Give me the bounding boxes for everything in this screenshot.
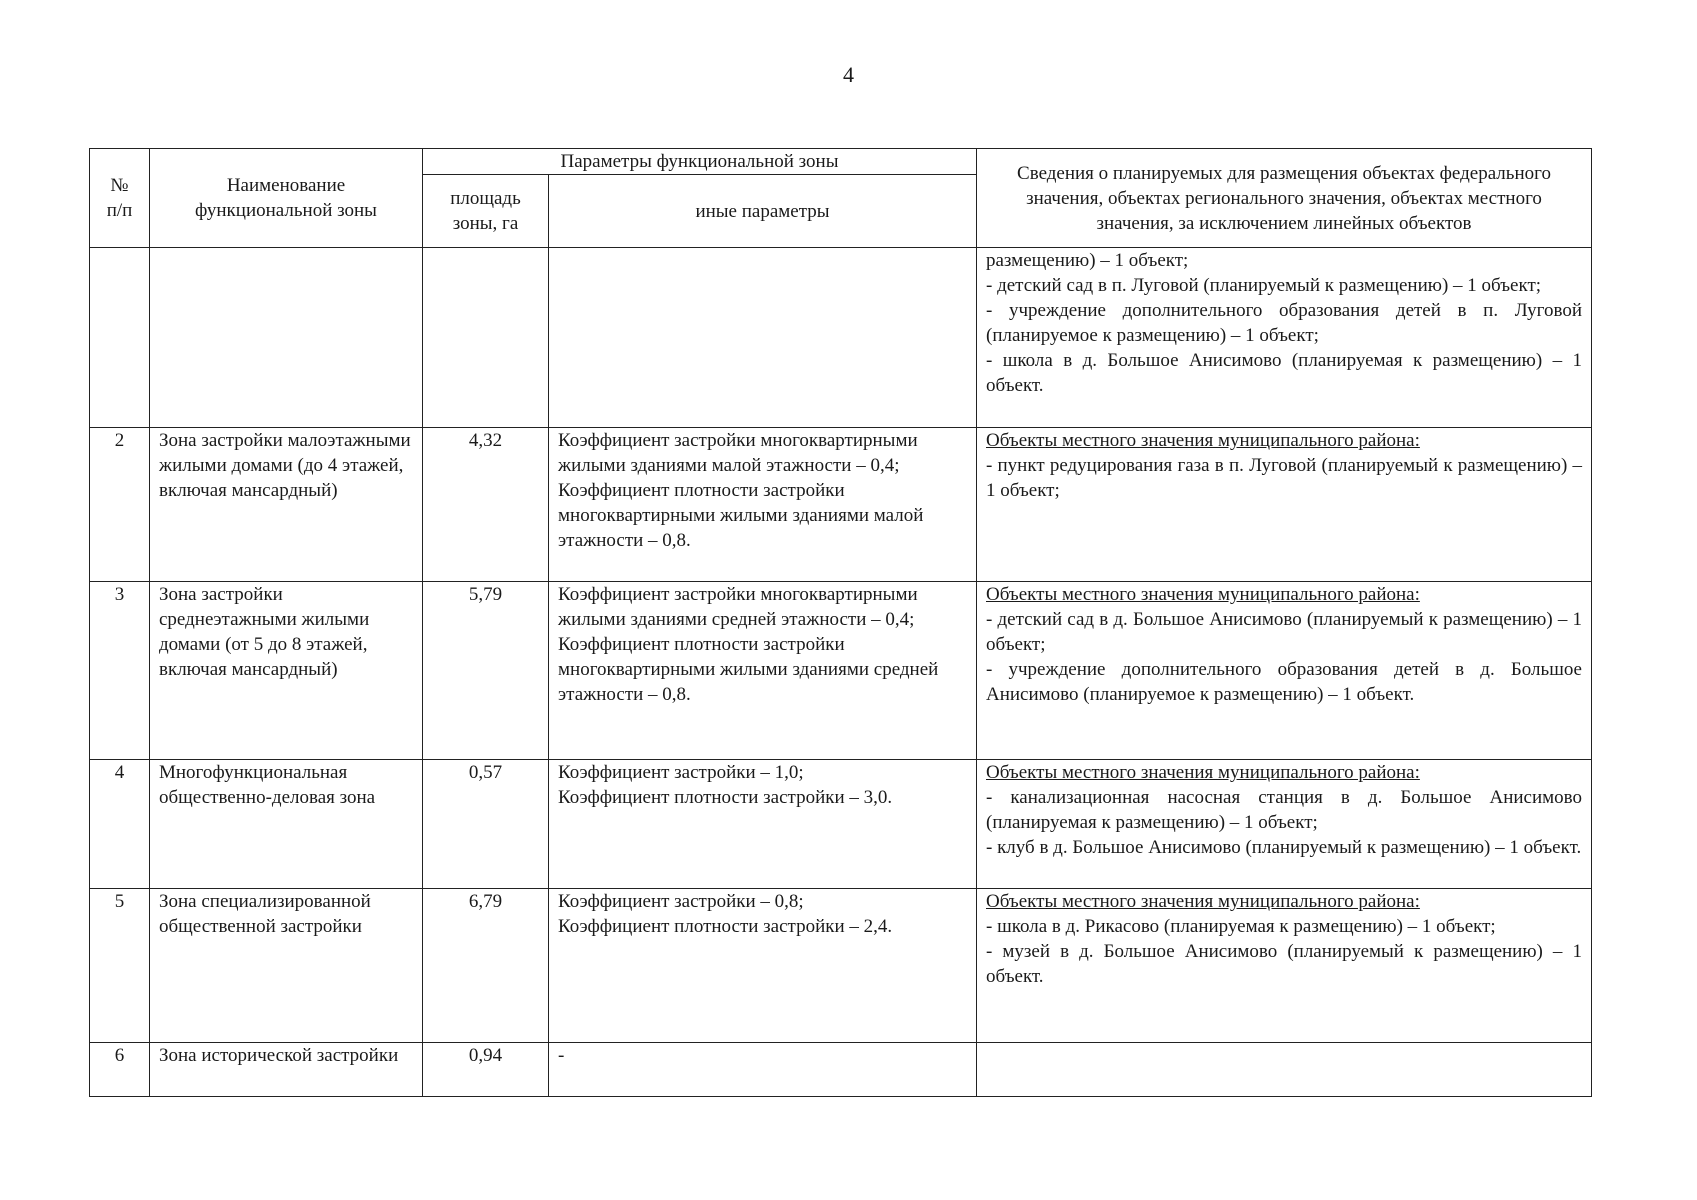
parameter-line: Коэффициент плотности застройки – 3,0.	[558, 787, 893, 808]
parameter-line: Коэффициент застройки многоквартирными жилыми зданиями средней этажности – 0,4;	[558, 584, 918, 630]
row-number: 4	[90, 760, 150, 889]
planned-object-item: - клуб в д. Большое Анисимово (планируемый к размещению) – 1 объект.	[986, 837, 1582, 858]
other-parameters	[549, 1043, 977, 1097]
planned-object-item: - учреждение дополнительного образования детей в п. Луговой (планируемое к размещению) – 1 объект;	[986, 300, 1582, 346]
header-planned-objects: Сведения о планируемых для размещения объектах федерального значения, объектах регионального значения, объектах местного значения, за исключением линейных объектов	[977, 149, 1592, 248]
other-parameters	[549, 760, 977, 889]
table-row	[90, 889, 1592, 1043]
planned-object-item: размещению) – 1 объект;	[986, 250, 1189, 271]
zone-name: Многофункциональная общественно-деловая зона	[150, 760, 423, 889]
row-number	[90, 248, 150, 428]
other-parameters	[549, 248, 977, 428]
zone-area: 4,32	[423, 428, 549, 582]
zone-name: Зона застройки малоэтажными жилыми домами (до 4 этажей, включая мансардный)	[150, 428, 423, 582]
planned-objects	[977, 889, 1592, 1043]
parameter-line: Коэффициент застройки многоквартирными жилыми зданиями малой этажности – 0,4;	[558, 430, 918, 476]
planned-object-item: - учреждение дополнительного образования детей в д. Большое Анисимово (планируемое к размещению) – 1 объект.	[986, 659, 1582, 705]
planned-object-item: - музей в д. Большое Анисимово (планируемый к размещению) – 1 объект.	[986, 941, 1582, 987]
planned-objects-heading: Объекты местного значения муниципального района:	[986, 430, 1420, 451]
parameter-line: Коэффициент плотности застройки многоквартирными жилыми зданиями средней этажности – 0,8.	[558, 634, 939, 705]
functional-zones-table	[89, 148, 1592, 1097]
other-parameters	[549, 428, 977, 582]
row-number: 2	[90, 428, 150, 582]
planned-objects	[977, 1043, 1592, 1097]
header-zone-name: Наименование функциональной зоны	[150, 149, 423, 248]
row-number: 3	[90, 582, 150, 760]
other-parameters	[549, 889, 977, 1043]
parameter-line: -	[558, 1045, 565, 1066]
planned-objects-heading: Объекты местного значения муниципального района:	[986, 891, 1420, 912]
planned-object-item: - школа в д. Большое Анисимово (планируемая к размещению) – 1 объект.	[986, 350, 1582, 396]
table-row	[90, 1043, 1592, 1097]
planned-objects	[977, 248, 1592, 428]
table-row	[90, 582, 1592, 760]
header-number: № п/п	[90, 149, 150, 248]
table-row	[90, 428, 1592, 582]
parameter-line: Коэффициент плотности застройки – 2,4.	[558, 916, 893, 937]
zone-name: Зона застройки среднеэтажными жилыми домами (от 5 до 8 этажей, включая мансардный)	[150, 582, 423, 760]
zone-name	[150, 248, 423, 428]
zone-area	[423, 248, 549, 428]
other-parameters	[549, 582, 977, 760]
planned-objects-heading: Объекты местного значения муниципального района:	[986, 762, 1420, 783]
planned-object-item: - школа в д. Рикасово (планируемая к размещению) – 1 объект;	[986, 916, 1496, 937]
planned-objects	[977, 582, 1592, 760]
row-number: 6	[90, 1043, 150, 1097]
planned-objects-heading: Объекты местного значения муниципального района:	[986, 584, 1420, 605]
header-zone-parameters: Параметры функциональной зоны	[423, 149, 977, 175]
planned-objects	[977, 428, 1592, 582]
parameter-line: Коэффициент плотности застройки многоквартирными жилыми зданиями малой этажности – 0,8.	[558, 480, 924, 551]
zone-area: 6,79	[423, 889, 549, 1043]
table-row	[90, 248, 1592, 428]
parameter-line: Коэффициент застройки – 0,8;	[558, 891, 804, 912]
parameter-line: Коэффициент застройки – 1,0;	[558, 762, 804, 783]
planned-object-item: - детский сад в д. Большое Анисимово (планируемый к размещению) – 1 объект;	[986, 609, 1582, 655]
header-area: площадь зоны, га	[423, 175, 549, 248]
table-row	[90, 760, 1592, 889]
header-other-parameters: иные параметры	[549, 175, 977, 248]
planned-object-item: - детский сад в п. Луговой (планируемый к размещению) – 1 объект;	[986, 275, 1542, 296]
zone-name: Зона специализированной общественной застройки	[150, 889, 423, 1043]
table-body	[90, 248, 1592, 1097]
zone-name: Зона исторической застройки	[150, 1043, 423, 1097]
planned-object-item: - канализационная насосная станция в д. Большое Анисимово (планируемая к размещению) – 1 объект;	[986, 787, 1582, 833]
planned-objects	[977, 760, 1592, 889]
zone-area: 0,94	[423, 1043, 549, 1097]
row-number: 5	[90, 889, 150, 1043]
page-number: 4	[843, 62, 854, 87]
zone-area: 0,57	[423, 760, 549, 889]
planned-object-item: - пункт редуцирования газа в п. Луговой (планируемый к размещению) – 1 объект;	[986, 455, 1582, 501]
zone-area: 5,79	[423, 582, 549, 760]
